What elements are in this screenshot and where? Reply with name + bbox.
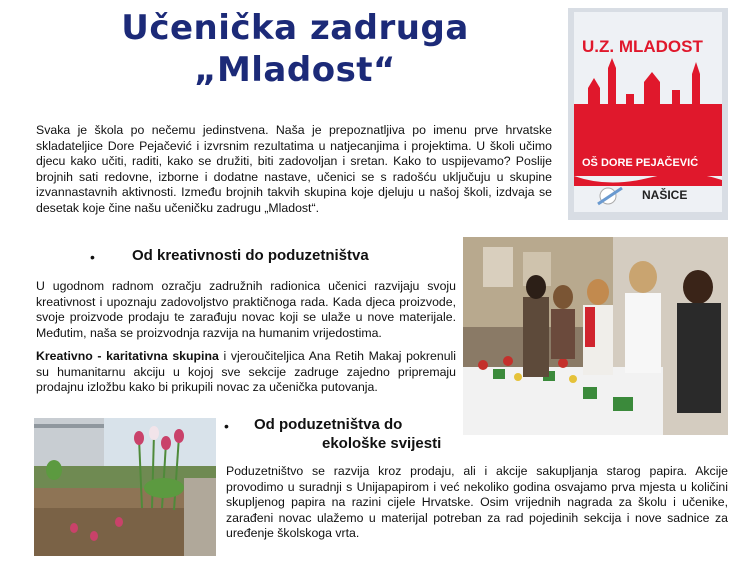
section1-heading: Od kreativnosti do poduzetništva <box>132 247 369 264</box>
intro-paragraph: Svaka je škola po nečemu jedinstvena. Naša je prepoznatljiva po imenu prve hrvatske skladateljice Dore Pejačević i izvrsnim rezultatima u natjecanjima i projektima. U školi učimo djecu kako učiti, raditi, kako se družiti, biti zadovoljan i sretan. Kako to uspijevamo? Poslije brojnih sati redovne, izborne i dodatne nastave, učenici se s radošću uključuju u skupine izvannastavnih aktivnosti. Između brojnih takvih skupina koje djeluju u našoj školi, izdvaja se desetak koje čine našu učeničku zadrugu „Mladost“. <box>36 123 552 215</box>
section1-bold-lead: Kreativno - karitativna skupina <box>36 349 219 363</box>
section1-paragraph2 <box>36 349 456 396</box>
poster-line3: NAŠICE <box>642 188 688 202</box>
poster-line1: U.Z. MLADOST <box>582 37 703 56</box>
section2-heading-line1: Od poduzetništva do <box>254 416 403 433</box>
poster-line2: OŠ DORE PEJAČEVIĆ <box>582 157 699 169</box>
page-title-name: „Mladost“ <box>194 50 396 90</box>
section2-bullet: • <box>224 418 229 434</box>
garden-photo <box>34 418 216 556</box>
section2-heading-line2: ekološke svijesti <box>322 435 442 452</box>
poster-photo <box>568 8 728 220</box>
section2-paragraph: Poduzetništvo se razvija kroz prodaju, ali i akcije sakupljanja starog papira. Akcije provodimo u suradnji s Unijapapirom i već nekoliko godina osvajamo prva mjesta u količini skupljenog papira na razini cijele Hrvatske. Osim vrijednih nagrada za školu i učenike, zarađeni novac ulažemo u materijal potreban za rad pojedinih sekcija i nove sadnice za uređenje školskoga vrta. <box>226 464 728 541</box>
section1-paragraph2-text: i vjeroučiteljica Ana Retih Makaj pokrenuli su humanitarnu akciju u kojoj sve sekcije zadruge zajedno pripremaju prodajnu izložbu kako bi prikupili novac za učenička putovanja. <box>36 349 456 395</box>
market-photo <box>463 237 728 435</box>
section1-paragraph1: U ugodnom radnom ozračju zadružnih radionica učenici razvijaju svoju kreativnost i upoznaju zadovoljstvo praktičnoga rada. Kada djeca proizvode, svoje proizvode prodaju te zarađuju novac koji se ulaže u nove materijale. Međutim, naša se proizvodnja razvija na humanim vrijedostima. <box>36 279 456 340</box>
section1-bullet: • <box>90 249 95 265</box>
page-title: Učenička zadruga <box>121 8 469 48</box>
